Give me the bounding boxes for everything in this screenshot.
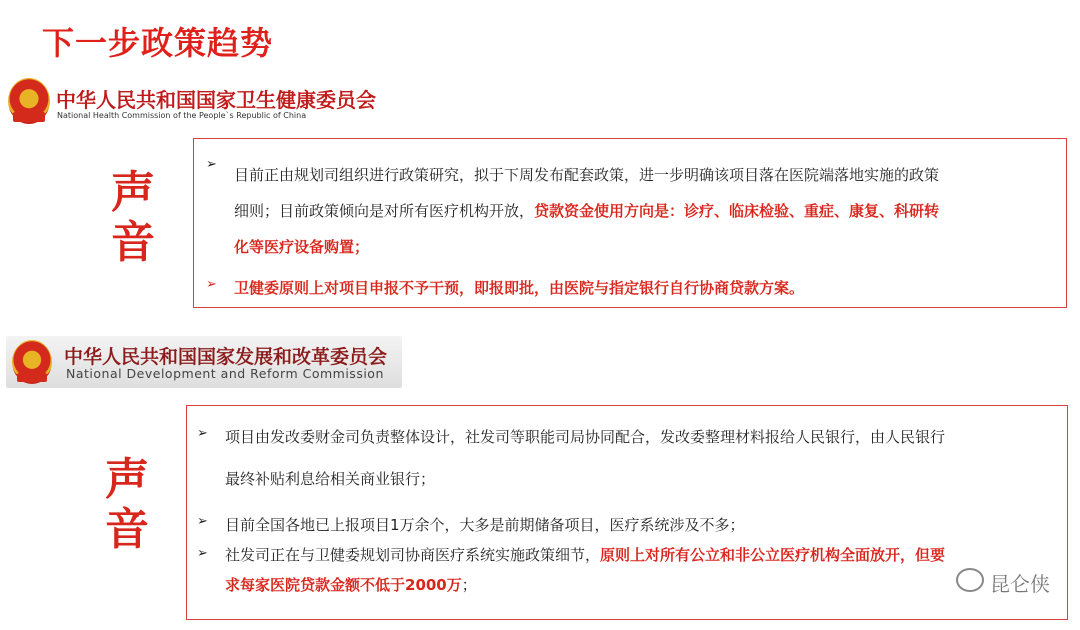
nhc-name-en: National Health Commission of the People`s Republic of China (57, 111, 307, 120)
list-item (197, 514, 1057, 536)
text-line: 最终补贴利息给相关商业银行； (225, 470, 436, 488)
ndrc-name-en: National Development and Reform Commission (66, 366, 384, 381)
text-segment: 细则；目前政策倾向是对所有医疗机构开放， (234, 202, 535, 220)
arrow-bullet-icon: ➢ (197, 514, 208, 529)
highlight-text: 卫健委原则上对项目申报不予干预，即报即批，由医院与指定银行自行协商贷款方案。 (234, 279, 805, 297)
voice-label-2 (97, 455, 157, 555)
text-line: 目前全国各地已上报项目1万余个，大多是前期储备项目，医疗系统涉及不多； (225, 516, 745, 534)
list-item (197, 546, 1057, 606)
nhc-statement-box (193, 138, 1067, 308)
ndrc-statement-box (186, 405, 1068, 620)
highlight-text: 求每家医院贷款金额不低于2000万 (225, 576, 462, 594)
text-line: 项目由发改委财金司负责整体设计，社发司等职能司局协同配合，发改委整理材料报给人民银行，由人民银行 (225, 428, 946, 446)
arrow-bullet-icon: ➢ (206, 277, 217, 292)
page-title: 下一步政策趋势 (42, 24, 274, 62)
wechat-icon (956, 568, 984, 592)
voice-char-2: 音 (111, 217, 155, 268)
list-item (206, 157, 1054, 267)
national-emblem-icon (8, 78, 50, 124)
highlight-text: 贷款资金使用方向是：诊疗、临床检验、重症、康复、科研转 (534, 202, 940, 220)
voice-label-1 (103, 168, 163, 268)
list-item (197, 426, 1057, 496)
text-line: 目前正由规划司组织进行政策研究，拟于下周发布配套政策，进一步明确该项目落在医院端落地实施的政策 (234, 166, 940, 184)
list-item (206, 277, 1054, 299)
text-segment: ； (461, 576, 477, 594)
voice-char-2: 音 (105, 504, 149, 555)
arrow-bullet-icon: ➢ (197, 546, 208, 561)
highlight-text: 原则上对所有公立和非公立医疗机构全面放开，但要 (600, 546, 946, 564)
voice-char-1: 声 (111, 167, 155, 218)
voice-char-1: 声 (105, 454, 149, 505)
national-emblem-icon (12, 340, 52, 384)
ndrc-name-cn: 中华人民共和国国家发展和改革委员会 (64, 346, 388, 368)
highlight-text: 化等医疗设备购置； (234, 238, 370, 256)
nhc-name-cn: 中华人民共和国国家卫生健康委员会 (56, 88, 376, 112)
ndrc-logo-banner (6, 336, 402, 388)
watermark: 昆仑侠 (990, 572, 1050, 596)
text-segment: 社发司正在与卫健委规划司协商医疗系统实施政策细节， (225, 546, 601, 564)
arrow-bullet-icon: ➢ (206, 157, 217, 172)
arrow-bullet-icon: ➢ (197, 426, 208, 441)
